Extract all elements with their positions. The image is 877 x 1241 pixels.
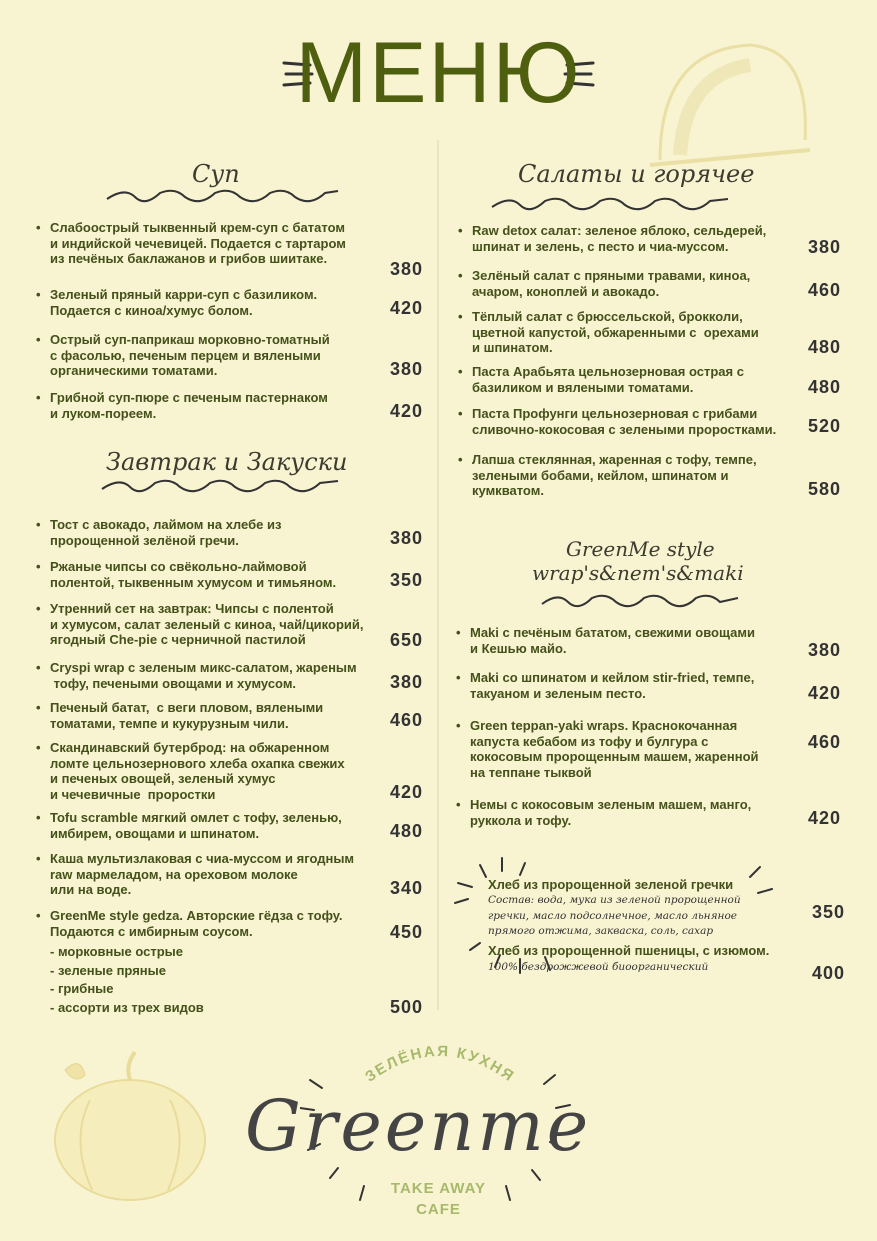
- menu-item-text: Паста Профунги цельнозерновая с грибами сливочно-кокосовая с зелеными проростками.: [472, 406, 777, 437]
- bullet-icon: •: [36, 287, 41, 302]
- gedza-option: - морковные острые: [50, 944, 183, 959]
- bullet-icon: •: [458, 364, 463, 379]
- menu-item: [458, 452, 757, 499]
- wave-divider: [540, 590, 740, 612]
- menu-item-price: 420: [808, 808, 842, 828]
- bullet-icon: •: [456, 718, 461, 733]
- bullet-icon: •: [36, 908, 41, 923]
- menu-item: [36, 601, 364, 648]
- menu-item-price: 480: [390, 821, 424, 841]
- menu-item-text: Скандинавский бутерброд: на обжаренном ломте цельнозернового хлеба охапка свежих и печеных овощей, зеленый хумус и чечевичные проростки: [50, 740, 345, 802]
- menu-item-text: Паста Арабьята цельнозерновая острая с базиликом и вялеными томатами.: [472, 364, 744, 395]
- bullet-icon: •: [36, 601, 41, 616]
- bullet-icon: •: [36, 851, 41, 866]
- menu-item: [36, 700, 324, 731]
- menu-item-text: Тост с авокадо, лаймом на хлебе из пророщенной зелёной гречи.: [50, 517, 282, 548]
- bread-title: Хлеб из пророщенной пшеницы, с изюмом.: [488, 943, 770, 958]
- menu-item: [456, 625, 755, 656]
- menu-item-price: 420: [808, 683, 842, 703]
- bullet-icon: •: [36, 390, 41, 405]
- menu-item-price: 380: [390, 528, 424, 548]
- column-divider: [437, 140, 439, 1010]
- menu-item: [458, 223, 767, 254]
- gedza-option: - зеленые пряные: [50, 963, 166, 978]
- menu-item-price: 350: [390, 570, 424, 590]
- section-title-salads: Салаты и горячее: [518, 160, 755, 188]
- logo-script: Greenme: [245, 1085, 592, 1167]
- menu-item-text: Лапша стеклянная, жаренная с тофу, темпе, зелеными бобами, кейлом, шпинатом и кумкватом.: [472, 452, 757, 498]
- cafe-label: CAFE: [416, 1201, 461, 1218]
- bullet-icon: •: [36, 517, 41, 532]
- menu-item-price: 650: [390, 630, 424, 650]
- menu-item-price: 380: [390, 259, 424, 279]
- bullet-icon: •: [458, 268, 463, 283]
- bullet-icon: •: [456, 625, 461, 640]
- section-title-wraps-line1: GreenMe style: [566, 537, 715, 561]
- svg-text:ЗЕЛЁНАЯ КУХНЯ: ЗЕЛЁНАЯ КУХНЯ: [362, 1042, 518, 1086]
- section-title-breakfast: Завтрак и Закуски: [106, 448, 348, 476]
- menu-item: [458, 364, 744, 395]
- menu-item-price: 480: [808, 337, 842, 357]
- menu-item-text: Зелёный салат с пряными травами, киноа, ачаром, коноплей и авокадо.: [472, 268, 751, 299]
- menu-item: [36, 559, 337, 590]
- menu-item-text: Зеленый пряный карри-суп с базиликом. Подается с киноа/хумус болом.: [50, 287, 318, 318]
- bullet-icon: •: [36, 700, 41, 715]
- page-title: МЕНЮ: [295, 25, 582, 121]
- menu-item-price: 380: [390, 672, 424, 692]
- bread-price: 350: [812, 902, 846, 922]
- bread-note: 100% бездрожжевой биоорганический: [488, 961, 709, 973]
- bullet-icon: •: [36, 332, 41, 347]
- menu-item-price: 380: [808, 237, 842, 257]
- menu-item: [36, 908, 343, 939]
- menu-item-price: 460: [808, 732, 842, 752]
- menu-item: [458, 309, 759, 356]
- menu-item: [456, 797, 752, 828]
- menu-item: [36, 851, 355, 898]
- bullet-icon: •: [458, 406, 463, 421]
- menu-item-price: 380: [390, 359, 424, 379]
- gedza-option: - ассорти из трех видов: [50, 1000, 204, 1015]
- bullet-icon: •: [36, 660, 41, 675]
- gedza-option: - грибные: [50, 981, 114, 996]
- menu-item: [458, 406, 777, 437]
- menu-item-text: Немы с кокосовым зеленым машем, манго, руккола и тофу.: [470, 797, 752, 828]
- bullet-icon: •: [456, 797, 461, 812]
- pumpkin-sketch-icon: [30, 1030, 230, 1230]
- menu-item-price: 460: [808, 280, 842, 300]
- menu-item-text: Ржаные чипсы со свёкольно-лаймовой полентой, тыквенным хумусом и тимьяном.: [50, 559, 337, 590]
- menu-item: [36, 332, 330, 379]
- menu-item-price: 520: [808, 416, 842, 436]
- menu-item-price: 420: [390, 782, 424, 802]
- gedza-assorti-price: 500: [390, 997, 424, 1017]
- section-title-soup: Суп: [192, 160, 240, 188]
- bread-note: Состав: вода, мука из зеленой пророщенной гречки, масло подсолнечное, масло льняное прямого отжима, закваска, соль, сахар: [488, 894, 741, 937]
- menu-item-price: 450: [390, 922, 424, 942]
- menu-item: [36, 287, 318, 318]
- menu-item-text: GreenMe style gedza. Авторские гёдза с тофу. Подаются с имбирным соусом.: [50, 908, 343, 939]
- menu-item-text: Печеный батат, с веги пловом, вялеными томатами, темпе и кукурузным чили.: [50, 700, 324, 731]
- takeaway-label: TAKE AWAY: [390, 1180, 487, 1197]
- menu-item-price: 420: [390, 298, 424, 318]
- menu-item-price: 380: [808, 640, 842, 660]
- menu-item-price: 580: [808, 479, 842, 499]
- bullet-icon: •: [36, 220, 41, 235]
- bullet-icon: •: [456, 670, 461, 685]
- menu-item-text: Утренний сет на завтрак: Чипсы с полентой и хумусом, салат зеленый с киноа, чай/цикорий, ягодный Che-pie с черничной пастилой: [50, 601, 364, 647]
- menu-item-text: Грибной суп-пюре с печеным пастернаком и луком-пореем.: [50, 390, 328, 421]
- menu-item-text: Каша мультизлаковая с чиа-муссом и ягодным raw мармеладом, на ореховом молоке или на воде.: [50, 851, 355, 897]
- menu-item-text: Maki со шпинатом и кейлом stir-fried, темпе, такуаном и зеленым песто.: [470, 670, 755, 701]
- menu-item-text: Green teppan-yaki wraps. Краснокочанная капуста кебабом из тофу и булгура с кокосовым пророщенным машем, жаренной на теппане тыквой: [470, 718, 759, 780]
- menu-item-price: 420: [390, 401, 424, 421]
- menu-item-text: Cryspi wrap с зеленым микс-салатом, жареным тофу, печеными овощами и хумусом.: [50, 660, 357, 691]
- menu-item: [36, 517, 282, 548]
- menu-item-text: Острый суп-паприкаш морковно-томатный с фасолью, печеным перцем и вялеными органическими томатами.: [50, 332, 330, 378]
- bullet-icon: •: [36, 810, 41, 825]
- menu-item-text: Тёплый салат с брюссельской, брокколи, цветной капустой, обжаренными с орехами и шпинатом.: [472, 309, 759, 355]
- menu-item: [36, 390, 328, 421]
- wave-divider: [105, 185, 340, 207]
- menu-item-price: 340: [390, 878, 424, 898]
- menu-item-text: Maki с печёным бататом, свежими овощами и Кешью майо.: [470, 625, 755, 656]
- bread-title: Хлеб из пророщенной зеленой гречки: [488, 877, 734, 892]
- wave-divider: [490, 193, 730, 215]
- menu-item-price: 480: [808, 377, 842, 397]
- bullet-icon: •: [458, 452, 463, 467]
- menu-item: [458, 268, 751, 299]
- bullet-icon: •: [36, 740, 41, 755]
- wave-divider: [100, 475, 340, 497]
- bullet-icon: •: [36, 559, 41, 574]
- menu-item-text: Слабоострый тыквенный крем-суп с бататом и индийской чечевицей. Подается с тартаром из печёных баклажанов и грибов шиитаке.: [50, 220, 346, 266]
- menu-item: [456, 670, 755, 701]
- menu-item: [36, 220, 346, 267]
- bread-price: 400: [812, 963, 846, 983]
- menu-item: [36, 810, 342, 841]
- bullet-icon: •: [458, 309, 463, 324]
- section-title-wraps-line2: wrap's&nem's&maki: [532, 561, 744, 585]
- menu-item: [456, 718, 759, 780]
- menu-item-text: Tofu scramble мягкий омлет с тофу, зеленью, имбирем, овощами и шпинатом.: [50, 810, 342, 841]
- menu-item-price: 460: [390, 710, 424, 730]
- bullet-icon: •: [458, 223, 463, 238]
- menu-item-text: Raw detox салат: зеленое яблоко, сельдерей, шпинат и зелень, с песто и чиа-муссом.: [472, 223, 767, 254]
- menu-item: [36, 660, 357, 691]
- menu-item: [36, 740, 345, 802]
